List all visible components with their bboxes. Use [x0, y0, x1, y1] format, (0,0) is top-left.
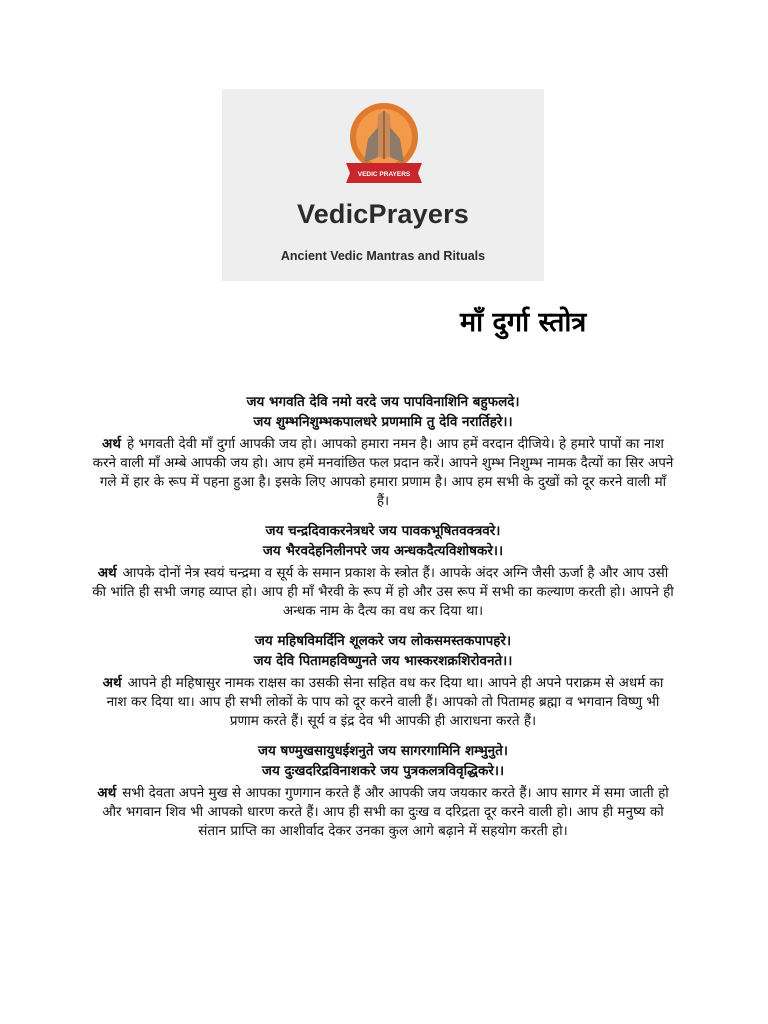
verse-line: जय भैरवदेहनिलीनपरे जय अन्धकदैत्यविशोषकरे।।	[262, 543, 504, 559]
page-title: माँ दुर्गा स्तोत्र	[460, 307, 587, 338]
verse-line: जय षण्मुखसायुधईशनुते जय सागरगामिनि शम्भुनुते।	[257, 743, 508, 759]
emblem-text: VEDIC PRAYERS	[357, 171, 411, 178]
meaning-label: अर्थ	[97, 565, 117, 581]
verse-line: जय महिषविमर्दिनि शूलकरे जय लोकसमस्तकपापहरे।	[254, 633, 512, 649]
meaning-paragraph	[92, 784, 674, 841]
meaning-text: हे भगवती देवी माँ दुर्गा आपकी जय हो। आपको हमारा नमन है। आप हमें वरदान दीजिये। हे हमारे पापों का नाश करने वाली माँ अम्बे आपकी जय हो। आप हमें मनवांछित फल प्रदान करें। आपने शुम्भ निशुम्भ नामक दैत्यों का सिर अपने गले में हार के रूप में पहना हुआ है। इसके लिए आपको हमारा प्रणाम है। आप हम सभी के दुखों को दूर करने वाली माँ हैं।	[92, 436, 674, 509]
meaning-paragraph	[92, 674, 674, 731]
meaning-text: आपके दोनों नेत्र स्वयं चन्द्रमा व सूर्य के समान प्रकाश के स्त्रोत हैं। आपके अंदर अग्नि जैसी ऊर्जा है और आप उसी की भांति ही सभी जगह व्याप्त हो। आप ही माँ भैरवी के रूप में हो और उस रूप में सभी का कल्याण करती हो। आपने ही अन्धक नाम के दैत्य का वध कर दिया था।	[92, 565, 674, 619]
meaning-text: सभी देवता अपने मुख से आपका गुणगान करते हैं और आपकी जय जयकार करते हैं। आप सागर में समा जाती हो और भगवान शिव भी आपको धारण करते हैं। आप ही सभी का दुःख व दरिद्रता दूर करने वाली हो। आप ही मनुष्य को संतान प्राप्ति का आशीर्वाद देकर उनका कुल आगे बढ़ाने में सहयोग करती हो।	[102, 785, 669, 839]
verse-line: जय भगवति देवि नमो वरदे जय पापविनाशिनि बहुफलदे।	[246, 394, 520, 410]
stotra-section-4	[92, 741, 674, 841]
brand-tagline: Ancient Vedic Mantras and Rituals	[280, 249, 486, 263]
stotra-section-3	[92, 631, 674, 731]
meaning-label: अर्थ	[102, 675, 122, 691]
praying-hands-emblem	[338, 97, 430, 185]
stotra-section-2	[92, 521, 674, 621]
stotra-section-1	[92, 392, 674, 511]
verse-line: जय चन्द्रदिवाकरनेत्रधरे जय पावकभूषितवक्त्रवरे।	[265, 523, 501, 539]
verse-line: जय देवि पितामहविष्णुनते जय भास्करशक्रशिरोवनते।।	[253, 653, 513, 669]
meaning-text: आपने ही महिषासुर नामक राक्षस का उसकी सेना सहित वध कर दिया था। आपने ही अपने पराक्रम से अधर्म का नाश कर दिया था। आप ही सभी लोकों के पाप को दूर करने वाली हैं। आपको तो पितामह ब्रह्मा व भगवान विष्णु भी प्रणाम करते हैं। सूर्य व इंद्र देव भी आपकी ही आराधना करते हैं।	[106, 675, 664, 729]
meaning-label: अर्थ	[102, 436, 121, 452]
vedicprayers-logo	[222, 89, 544, 281]
verse-line: जय दुःखदरिद्रविनाशकरे जय पुत्रकलत्रविवृद्धिकरे।।	[261, 763, 505, 779]
brand-name: VedicPrayers	[296, 199, 470, 229]
meaning-paragraph	[92, 564, 674, 621]
meaning-label: अर्थ	[97, 785, 117, 801]
verse-line: जय शुम्भनिशुम्भकपालधरे प्रणमामि तु देवि नरार्तिहरे।।	[253, 414, 513, 430]
stotra-content	[92, 392, 674, 851]
meaning-paragraph	[92, 435, 674, 511]
